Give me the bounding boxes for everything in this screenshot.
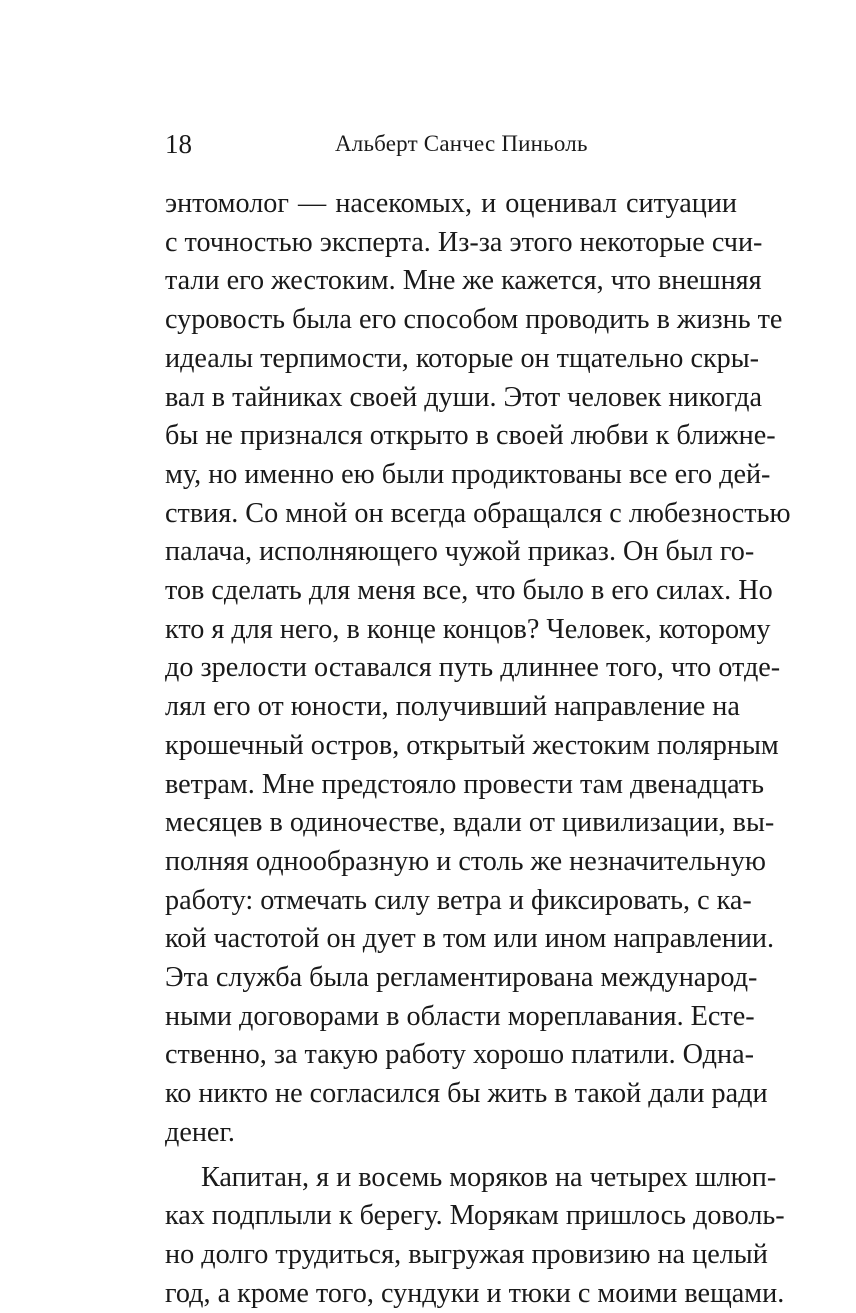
text-line: энтомолог — насекомых, и оценивал ситуации — [165, 188, 737, 219]
text-line: денег. — [165, 1116, 235, 1148]
text-line: кто я для него, в конце концов? Человек, которому — [165, 613, 771, 645]
text-line: месяцев в одиночестве, вдали от цивилизации, вы- — [165, 807, 775, 839]
text-line: ветрам. Мне предстояло провести там двенадцать — [165, 768, 765, 800]
text-line: вал в тайниках своей души. Этот человек никогда — [165, 381, 762, 413]
page-number: 18 — [165, 129, 192, 159]
text-line: палача, исполняющего чужой приказ. Он был го- — [165, 536, 755, 568]
text-line: бы не признался открыто в своей любви к ближне- — [165, 420, 776, 452]
text-line: тов сделать для меня все, что было в его силах. Но — [165, 575, 773, 607]
text-line: полняя однообразную и столь же незначительную — [165, 845, 766, 877]
text-line: с точностью эксперта. Из-за этого некоторые счи- — [165, 226, 763, 258]
text-line: ко никто не согласился бы жить в такой дали ради — [165, 1078, 768, 1110]
text-line: кой частотой он дует в том или ином направлении. — [165, 923, 775, 955]
text-line: крошечный остров, открытый жестоким полярным — [165, 729, 779, 761]
page-header — [165, 124, 737, 164]
text-line: Эта служба была регламентирована международ- — [165, 962, 758, 994]
text-line: ствия. Со мной он всегда обращался с любезностью — [165, 497, 791, 529]
text-line: до зрелости оставался путь длиннее того, что отде- — [165, 652, 781, 684]
text-line: работу: отмечать силу ветра и фиксировать, с ка- — [165, 884, 752, 916]
text-line: ках подплыли к берегу. Морякам пришлось доволь- — [165, 1200, 785, 1232]
text-line: идеалы терпимости, которые он тщательно скры- — [165, 342, 760, 374]
text-line: Капитан, я и восемь моряков на четырех шлюп- — [201, 1161, 777, 1193]
text-line: суровость была его способом проводить в жизнь те — [165, 304, 783, 336]
text-line: но долго трудиться, выгружая провизию на целый — [165, 1238, 768, 1270]
text-line: год, а кроме того, сундуки и тюки с моими вещами. — [165, 1277, 785, 1309]
text-line: тали его жестоким. Мне же кажется, что внешняя — [165, 265, 762, 297]
text-line: лял его от юности, получивший направление на — [165, 691, 740, 723]
running-head-author: Альберт Санчес Пиньоль — [335, 131, 588, 156]
text-line: ными договорами в области мореплавания. Есте- — [165, 1000, 755, 1032]
body-text — [165, 185, 791, 1313]
text-line: ственно, за такую работу хорошо платили. Одна- — [165, 1039, 754, 1071]
text-line: му, но именно ею были продиктованы все его дей- — [165, 458, 771, 490]
paragraph-2 — [165, 1159, 785, 1313]
paragraph-1 — [165, 185, 791, 1153]
